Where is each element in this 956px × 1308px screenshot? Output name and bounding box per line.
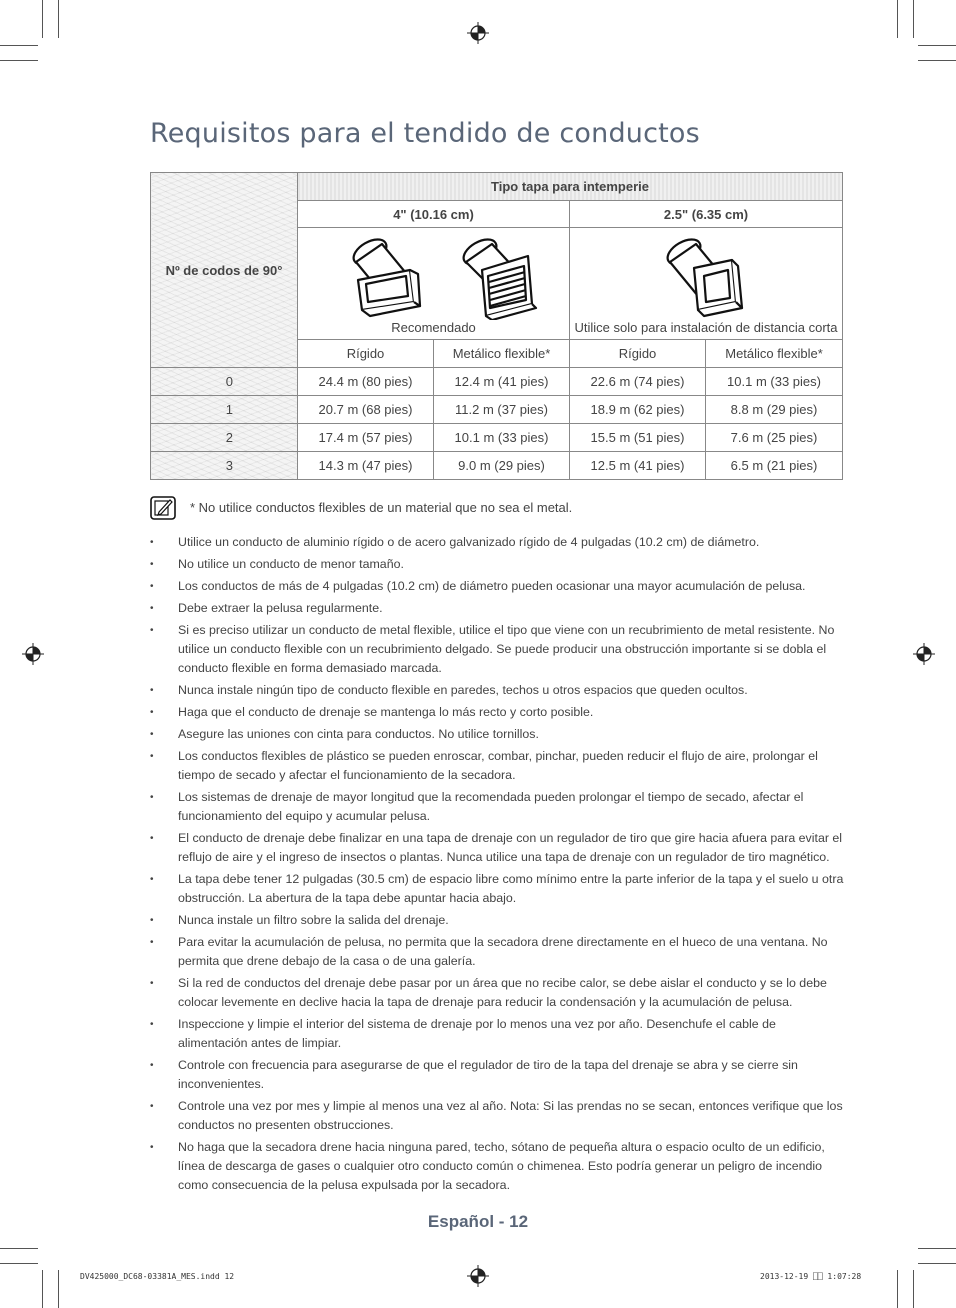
crop-mark — [0, 1263, 38, 1264]
list-item: • El conducto de drenaje debe finalizar en una tapa de drenaje con un regulador de tiro que gire hacia afuera para evitar el reflujo de aire y el ingreso de insectos o plantas. Nunca utilice una tapa de drenaje con un regulador de tiro magnético. — [150, 829, 845, 867]
hood-type-header: Tipo tapa para intemperie — [298, 173, 843, 201]
caption-short-run: Utilice solo para instalación de distancia corta — [574, 320, 838, 335]
crop-mark — [918, 60, 956, 61]
subheader-cell: Rígido — [570, 340, 706, 368]
crop-mark — [897, 0, 898, 38]
table-cell: 15.5 m (51 pies) — [570, 424, 706, 452]
crop-mark — [897, 1270, 898, 1308]
list-item: • Asegure las uniones con cinta para conductos. No utilice tornillos. — [150, 725, 845, 744]
list-item: • La tapa debe tener 12 pulgadas (30.5 cm) de espacio libre como mínimo entre la parte inferior de la tapa y el suelo u otra obstrucción. La abertura de la tapa debe apuntar hacia abajo. — [150, 870, 845, 908]
table-cell: 24.4 m (80 pies) — [298, 368, 434, 396]
print-slug-left: DV425000_DC68-03381A_MES.indd 12 — [80, 1272, 235, 1281]
flap-hood-icon — [654, 230, 774, 320]
crop-mark — [918, 45, 956, 46]
crop-mark — [0, 1248, 38, 1249]
crop-mark — [58, 1270, 59, 1308]
hood-images-4in — [298, 228, 570, 340]
page-title: Requisitos para el tendido de conductos — [150, 118, 700, 149]
table-cell: 14.3 m (47 pies) — [298, 452, 434, 480]
vent-requirements-table — [150, 172, 843, 480]
size-2-5in-header: 2.5" (6.35 cm) — [570, 201, 843, 228]
table-cell: 8.8 m (29 pies) — [706, 396, 843, 424]
table-cell: 12.4 m (41 pies) — [434, 368, 570, 396]
table-cell: 9.0 m (29 pies) — [434, 452, 570, 480]
list-item: • Los conductos de más de 4 pulgadas (10.2 cm) de diámetro pueden ocasionar una mayor acumulación de pelusa. — [150, 577, 845, 596]
list-item: • No haga que la secadora drene hacia ninguna pared, techo, sótano de pequeña altura o espacio oculto de un edificio, línea de descarga de gases o cualquier otro conducto común o chimenea. Esto podría generar un peligro de incendio como consecuencia de la pelusa expulsada por la secadora. — [150, 1138, 845, 1195]
list-item: • Haga que el conducto de drenaje se mantenga lo más recto y corto posible. — [150, 703, 845, 722]
note-text: * No utilice conductos flexibles de un material que no sea el metal. — [190, 500, 573, 515]
crop-mark — [42, 1270, 43, 1308]
list-item: • Debe extraer la pelusa regularmente. — [150, 599, 845, 618]
elbow-count: 2 — [151, 424, 298, 452]
registration-mark-icon — [467, 1265, 489, 1287]
subheader-cell: Rígido — [298, 340, 434, 368]
crop-mark — [0, 60, 38, 61]
crop-mark — [918, 1248, 956, 1249]
page-footer: Español - 12 — [427, 1212, 529, 1231]
crop-mark — [42, 0, 43, 38]
registration-mark-icon — [22, 643, 44, 665]
list-item: • Nunca instale un filtro sobre la salida del drenaje. — [150, 911, 845, 930]
list-item: • No utilice un conducto de menor tamaño. — [150, 555, 845, 574]
list-item: • Si es preciso utilizar un conducto de metal flexible, utilice el tipo que viene con un recubrimiento de metal resistente. No utilice un conducto flexible con un recubrimiento delgado. Se puede producir una obstrucción importante si se dobla el conducto flexible en forma demasiado marcada. — [150, 621, 845, 678]
crop-mark — [0, 45, 38, 46]
requirements-list — [150, 533, 845, 1198]
subheader-cell: Metálico flexible* — [434, 340, 570, 368]
table-cell: 22.6 m (74 pies) — [570, 368, 706, 396]
table-row — [151, 396, 843, 424]
list-item: • Utilice un conducto de aluminio rígido o de acero galvanizado rígido de 4 pulgadas (10.2 cm) de diámetro. — [150, 533, 845, 552]
subheader-cell: Metálico flexible* — [706, 340, 843, 368]
registration-mark-icon — [467, 22, 489, 44]
table-cell: 10.1 m (33 pies) — [706, 368, 843, 396]
list-item: • Controle una vez por mes y limpie al menos una vez al año. Nota: Si las prendas no se secan, entonces verifique que los conductos no presenten obstrucciones. — [150, 1097, 845, 1135]
elbows-header: Nº de codos de 90° — [151, 173, 298, 368]
table-cell: 11.2 m (37 pies) — [434, 396, 570, 424]
size-4in-header: 4" (10.16 cm) — [298, 201, 570, 228]
table-row — [151, 452, 843, 480]
table-row — [151, 424, 843, 452]
list-item: • Si la red de conductos del drenaje debe pasar por un área que no recibe calor, se debe aislar el conducto y se lo debe colocar levemente en declive hacia la tapa de drenaje para reducir la condensación y la acumulación de pelusa. — [150, 974, 845, 1012]
note-icon — [150, 496, 176, 520]
table-cell: 12.5 m (41 pies) — [570, 452, 706, 480]
list-item: • Inspeccione y limpie el interior del sistema de drenaje por lo menos una vez por año. Desenchufe el cable de alimentación antes de limpiar. — [150, 1015, 845, 1053]
elbow-count: 3 — [151, 452, 298, 480]
crop-mark — [918, 1263, 956, 1264]
table-row — [151, 368, 843, 396]
crop-mark — [58, 0, 59, 38]
crop-mark — [913, 1270, 914, 1308]
print-slug-right: 2013-12-19 ⎕⎕ 1:07:28 — [760, 1272, 862, 1281]
registration-mark-icon — [913, 643, 935, 665]
list-item: • Los sistemas de drenaje de mayor longitud que la recomendada pueden prolongar el tiempo de secado, afectar el funcionamiento del equipo y acumular pelusa. — [150, 788, 845, 826]
table-cell: 17.4 m (57 pies) — [298, 424, 434, 452]
table-cell: 10.1 m (33 pies) — [434, 424, 570, 452]
list-item: • Para evitar la acumulación de pelusa, no permita que la secadora drene directamente en el hueco de una ventana. No permita que drene debajo de la casa o de una galería. — [150, 933, 845, 971]
list-item: • Los conductos flexibles de plástico se pueden enroscar, combar, pinchar, pueden reducir el flujo de aire, prolongar el tiempo de secado y afectar el funcionamiento de la secadora. — [150, 747, 845, 785]
caption-recommended: Recomendado — [391, 320, 476, 335]
list-item: • Nunca instale ningún tipo de conducto flexible en paredes, techos u otros espacios que queden ocultos. — [150, 681, 845, 700]
table-cell: 18.9 m (62 pies) — [570, 396, 706, 424]
table-cell: 20.7 m (68 pies) — [298, 396, 434, 424]
list-item: • Controle con frecuencia para asegurarse de que el regulador de tiro de la tapa del drenaje se abra y se cierre sin inconvenientes. — [150, 1056, 845, 1094]
elbow-count: 0 — [151, 368, 298, 396]
hood-images-2-5in — [570, 228, 843, 340]
table-cell: 7.6 m (25 pies) — [706, 424, 843, 452]
louvered-hood-icon — [332, 230, 572, 320]
elbow-count: 1 — [151, 396, 298, 424]
crop-mark — [913, 0, 914, 38]
table-cell: 6.5 m (21 pies) — [706, 452, 843, 480]
